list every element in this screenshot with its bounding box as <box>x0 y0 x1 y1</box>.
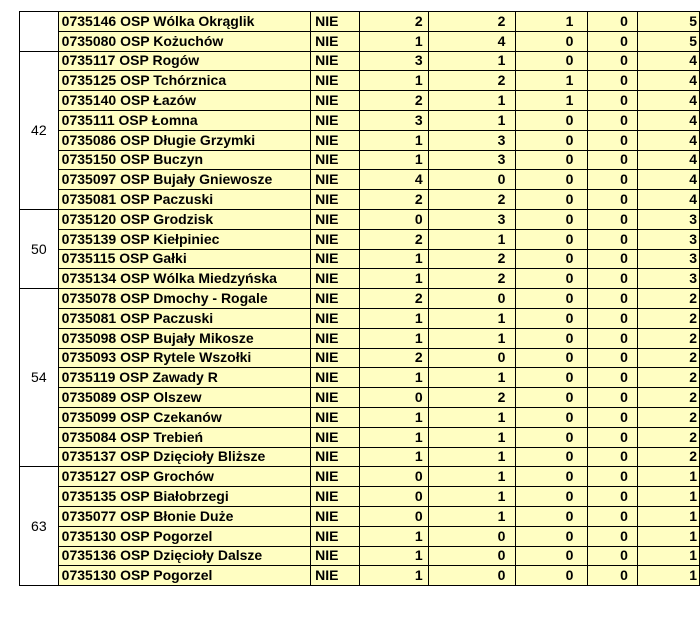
value-1-cell: 0 <box>359 467 428 487</box>
table-row <box>20 427 700 447</box>
value-3-cell: 0 <box>516 566 588 586</box>
table-row <box>20 407 700 427</box>
rank-group-cell: 50 <box>20 209 59 288</box>
value-2-cell: 0 <box>428 170 516 190</box>
total-cell: 2 <box>637 427 699 447</box>
table-row <box>20 546 700 566</box>
table-row <box>20 566 700 586</box>
flag-cell: NIE <box>311 467 360 487</box>
table-row <box>20 12 700 32</box>
unit-name-cell: 0735098 OSP Bujały Mikosze <box>58 328 310 348</box>
value-2-cell: 0 <box>428 348 516 368</box>
flag-cell: NIE <box>311 130 360 150</box>
table-row <box>20 328 700 348</box>
value-3-cell: 0 <box>516 170 588 190</box>
value-4-cell: 0 <box>588 447 637 467</box>
value-1-cell: 0 <box>359 506 428 526</box>
value-4-cell: 0 <box>588 249 637 269</box>
total-cell: 1 <box>637 546 699 566</box>
value-3-cell: 0 <box>516 388 588 408</box>
value-1-cell: 1 <box>359 526 428 546</box>
table-row <box>20 190 700 210</box>
value-1-cell: 1 <box>359 249 428 269</box>
flag-cell: NIE <box>311 209 360 229</box>
unit-name-cell: 0735099 OSP Czekanów <box>58 407 310 427</box>
value-3-cell: 0 <box>516 487 588 507</box>
total-cell: 1 <box>637 566 699 586</box>
value-3-cell: 1 <box>516 12 588 32</box>
total-cell: 4 <box>637 51 699 71</box>
unit-name-cell: 0735150 OSP Buczyn <box>58 150 310 170</box>
unit-name-cell: 0735081 OSP Paczuski <box>58 308 310 328</box>
total-cell: 1 <box>637 487 699 507</box>
table-row <box>20 368 700 388</box>
table-row <box>20 91 700 111</box>
value-1-cell: 1 <box>359 447 428 467</box>
value-2-cell: 1 <box>428 447 516 467</box>
value-3-cell: 0 <box>516 190 588 210</box>
value-3-cell: 0 <box>516 506 588 526</box>
value-4-cell: 0 <box>588 12 637 32</box>
total-cell: 2 <box>637 289 699 309</box>
total-cell: 2 <box>637 407 699 427</box>
flag-cell: NIE <box>311 110 360 130</box>
flag-cell: NIE <box>311 427 360 447</box>
value-4-cell: 0 <box>588 269 637 289</box>
value-2-cell: 1 <box>428 427 516 447</box>
flag-cell: NIE <box>311 249 360 269</box>
value-3-cell: 0 <box>516 150 588 170</box>
flag-cell: NIE <box>311 566 360 586</box>
flag-cell: NIE <box>311 150 360 170</box>
unit-name-cell: 0735081 OSP Paczuski <box>58 190 310 210</box>
value-3-cell: 1 <box>516 71 588 91</box>
unit-name-cell: 0735080 OSP Kożuchów <box>58 31 310 51</box>
total-cell: 4 <box>637 150 699 170</box>
value-4-cell: 0 <box>588 526 637 546</box>
value-4-cell: 0 <box>588 506 637 526</box>
value-2-cell: 1 <box>428 328 516 348</box>
value-1-cell: 1 <box>359 328 428 348</box>
rank-group-cell: 63 <box>20 467 59 586</box>
value-4-cell: 0 <box>588 407 637 427</box>
total-cell: 2 <box>637 388 699 408</box>
value-3-cell: 1 <box>516 91 588 111</box>
value-4-cell: 0 <box>588 130 637 150</box>
value-2-cell: 0 <box>428 566 516 586</box>
value-2-cell: 2 <box>428 190 516 210</box>
value-4-cell: 0 <box>588 546 637 566</box>
rank-group-cell <box>20 12 59 52</box>
value-1-cell: 4 <box>359 170 428 190</box>
value-4-cell: 0 <box>588 566 637 586</box>
value-2-cell: 2 <box>428 388 516 408</box>
value-4-cell: 0 <box>588 51 637 71</box>
total-cell: 2 <box>637 348 699 368</box>
total-cell: 4 <box>637 71 699 91</box>
table-row <box>20 31 700 51</box>
value-1-cell: 1 <box>359 427 428 447</box>
value-3-cell: 0 <box>516 209 588 229</box>
total-cell: 1 <box>637 506 699 526</box>
table-row <box>20 447 700 467</box>
unit-name-cell: 0735077 OSP Błonie Duże <box>58 506 310 526</box>
value-4-cell: 0 <box>588 190 637 210</box>
value-1-cell: 3 <box>359 51 428 71</box>
value-2-cell: 1 <box>428 308 516 328</box>
value-4-cell: 0 <box>588 71 637 91</box>
value-3-cell: 0 <box>516 51 588 71</box>
table-row <box>20 388 700 408</box>
value-2-cell: 2 <box>428 12 516 32</box>
flag-cell: NIE <box>311 289 360 309</box>
total-cell: 2 <box>637 308 699 328</box>
flag-cell: NIE <box>311 31 360 51</box>
table-row <box>20 249 700 269</box>
unit-name-cell: 0735086 OSP Długie Grzymki <box>58 130 310 150</box>
value-1-cell: 1 <box>359 269 428 289</box>
value-2-cell: 1 <box>428 91 516 111</box>
flag-cell: NIE <box>311 190 360 210</box>
flag-cell: NIE <box>311 51 360 71</box>
flag-cell: NIE <box>311 71 360 91</box>
unit-name-cell: 0735136 OSP Dzięcioły Dalsze <box>58 546 310 566</box>
value-4-cell: 0 <box>588 368 637 388</box>
rank-group-cell: 54 <box>20 289 59 467</box>
table-row <box>20 487 700 507</box>
table-row <box>20 269 700 289</box>
unit-name-cell: 0735093 OSP Rytele Wszołki <box>58 348 310 368</box>
value-3-cell: 0 <box>516 427 588 447</box>
value-3-cell: 0 <box>516 229 588 249</box>
value-2-cell: 0 <box>428 289 516 309</box>
flag-cell: NIE <box>311 269 360 289</box>
flag-cell: NIE <box>311 328 360 348</box>
value-3-cell: 0 <box>516 249 588 269</box>
value-4-cell: 0 <box>588 427 637 447</box>
total-cell: 1 <box>637 526 699 546</box>
unit-name-cell: 0735137 OSP Dzięcioły Bliższe <box>58 447 310 467</box>
unit-name-cell: 0735146 OSP Wólka Okrąglik <box>58 12 310 32</box>
value-1-cell: 0 <box>359 388 428 408</box>
value-2-cell: 3 <box>428 150 516 170</box>
value-1-cell: 1 <box>359 368 428 388</box>
flag-cell: NIE <box>311 407 360 427</box>
unit-name-cell: 0735097 OSP Bujały Gniewosze <box>58 170 310 190</box>
value-4-cell: 0 <box>588 31 637 51</box>
unit-name-cell: 0735127 OSP Grochów <box>58 467 310 487</box>
value-2-cell: 1 <box>428 506 516 526</box>
value-1-cell: 1 <box>359 546 428 566</box>
value-1-cell: 2 <box>359 348 428 368</box>
value-4-cell: 0 <box>588 487 637 507</box>
table-row <box>20 467 700 487</box>
total-cell: 5 <box>637 31 699 51</box>
value-3-cell: 0 <box>516 368 588 388</box>
total-cell: 4 <box>637 91 699 111</box>
value-4-cell: 0 <box>588 467 637 487</box>
unit-name-cell: 0735130 OSP Pogorzel <box>58 566 310 586</box>
value-4-cell: 0 <box>588 150 637 170</box>
unit-name-cell: 0735078 OSP Dmochy - Rogale <box>58 289 310 309</box>
table-row <box>20 348 700 368</box>
flag-cell: NIE <box>311 229 360 249</box>
value-3-cell: 0 <box>516 308 588 328</box>
table-row <box>20 170 700 190</box>
value-3-cell: 0 <box>516 289 588 309</box>
value-2-cell: 2 <box>428 269 516 289</box>
unit-name-cell: 0735117 OSP Rogów <box>58 51 310 71</box>
value-2-cell: 1 <box>428 368 516 388</box>
total-cell: 2 <box>637 368 699 388</box>
value-2-cell: 1 <box>428 407 516 427</box>
value-3-cell: 0 <box>516 110 588 130</box>
table-row <box>20 209 700 229</box>
unit-name-cell: 0735134 OSP Wólka Miedzyńska <box>58 269 310 289</box>
total-cell: 3 <box>637 249 699 269</box>
unit-name-cell: 0735115 OSP Gałki <box>58 249 310 269</box>
unit-name-cell: 0735125 OSP Tchórznica <box>58 71 310 91</box>
value-4-cell: 0 <box>588 328 637 348</box>
value-3-cell: 0 <box>516 526 588 546</box>
unit-name-cell: 0735140 OSP Łazów <box>58 91 310 111</box>
table-row <box>20 308 700 328</box>
value-1-cell: 1 <box>359 150 428 170</box>
total-cell: 3 <box>637 209 699 229</box>
total-cell: 2 <box>637 328 699 348</box>
table-row <box>20 130 700 150</box>
value-3-cell: 0 <box>516 407 588 427</box>
table-row <box>20 150 700 170</box>
value-3-cell: 0 <box>516 269 588 289</box>
flag-cell: NIE <box>311 546 360 566</box>
value-4-cell: 0 <box>588 289 637 309</box>
unit-name-cell: 0735084 OSP Trebień <box>58 427 310 447</box>
unit-name-cell: 0735111 OSP Łomna <box>58 110 310 130</box>
flag-cell: NIE <box>311 368 360 388</box>
value-2-cell: 1 <box>428 51 516 71</box>
table-row <box>20 526 700 546</box>
table-row <box>20 229 700 249</box>
value-4-cell: 0 <box>588 209 637 229</box>
value-1-cell: 1 <box>359 130 428 150</box>
table-row <box>20 110 700 130</box>
flag-cell: NIE <box>311 12 360 32</box>
value-4-cell: 0 <box>588 388 637 408</box>
value-1-cell: 1 <box>359 407 428 427</box>
table-row <box>20 71 700 91</box>
value-2-cell: 3 <box>428 130 516 150</box>
total-cell: 4 <box>637 130 699 150</box>
flag-cell: NIE <box>311 487 360 507</box>
unit-name-cell: 0735120 OSP Grodzisk <box>58 209 310 229</box>
osp-ranking-table <box>19 11 700 586</box>
rank-group-cell: 42 <box>20 51 59 209</box>
value-1-cell: 0 <box>359 487 428 507</box>
flag-cell: NIE <box>311 506 360 526</box>
value-4-cell: 0 <box>588 91 637 111</box>
total-cell: 3 <box>637 269 699 289</box>
value-3-cell: 0 <box>516 546 588 566</box>
value-2-cell: 4 <box>428 31 516 51</box>
value-2-cell: 1 <box>428 487 516 507</box>
unit-name-cell: 0735135 OSP Białobrzegi <box>58 487 310 507</box>
unit-name-cell: 0735130 OSP Pogorzel <box>58 526 310 546</box>
total-cell: 4 <box>637 170 699 190</box>
flag-cell: NIE <box>311 170 360 190</box>
value-1-cell: 2 <box>359 229 428 249</box>
value-1-cell: 2 <box>359 289 428 309</box>
value-1-cell: 2 <box>359 12 428 32</box>
value-2-cell: 0 <box>428 546 516 566</box>
table-row <box>20 51 700 71</box>
flag-cell: NIE <box>311 447 360 467</box>
value-3-cell: 0 <box>516 467 588 487</box>
value-1-cell: 3 <box>359 110 428 130</box>
flag-cell: NIE <box>311 348 360 368</box>
unit-name-cell: 0735139 OSP Kiełpiniec <box>58 229 310 249</box>
value-1-cell: 2 <box>359 190 428 210</box>
unit-name-cell: 0735119 OSP Zawady R <box>58 368 310 388</box>
value-3-cell: 0 <box>516 31 588 51</box>
value-3-cell: 0 <box>516 348 588 368</box>
value-3-cell: 0 <box>516 130 588 150</box>
total-cell: 1 <box>637 467 699 487</box>
value-2-cell: 3 <box>428 209 516 229</box>
value-2-cell: 1 <box>428 110 516 130</box>
unit-name-cell: 0735089 OSP Olszew <box>58 388 310 408</box>
value-4-cell: 0 <box>588 110 637 130</box>
value-3-cell: 0 <box>516 447 588 467</box>
value-1-cell: 1 <box>359 71 428 91</box>
value-4-cell: 0 <box>588 308 637 328</box>
total-cell: 3 <box>637 229 699 249</box>
table-row <box>20 289 700 309</box>
value-3-cell: 0 <box>516 328 588 348</box>
table-row <box>20 506 700 526</box>
value-1-cell: 1 <box>359 566 428 586</box>
flag-cell: NIE <box>311 526 360 546</box>
value-2-cell: 1 <box>428 229 516 249</box>
value-1-cell: 0 <box>359 209 428 229</box>
value-2-cell: 2 <box>428 249 516 269</box>
total-cell: 5 <box>637 12 699 32</box>
value-2-cell: 1 <box>428 467 516 487</box>
flag-cell: NIE <box>311 388 360 408</box>
value-4-cell: 0 <box>588 170 637 190</box>
value-1-cell: 1 <box>359 308 428 328</box>
total-cell: 4 <box>637 190 699 210</box>
flag-cell: NIE <box>311 91 360 111</box>
value-2-cell: 2 <box>428 71 516 91</box>
value-2-cell: 0 <box>428 526 516 546</box>
flag-cell: NIE <box>311 308 360 328</box>
value-4-cell: 0 <box>588 348 637 368</box>
total-cell: 2 <box>637 447 699 467</box>
value-4-cell: 0 <box>588 229 637 249</box>
ranking-table-wrapper <box>19 11 700 586</box>
value-1-cell: 1 <box>359 31 428 51</box>
value-1-cell: 2 <box>359 91 428 111</box>
total-cell: 4 <box>637 110 699 130</box>
